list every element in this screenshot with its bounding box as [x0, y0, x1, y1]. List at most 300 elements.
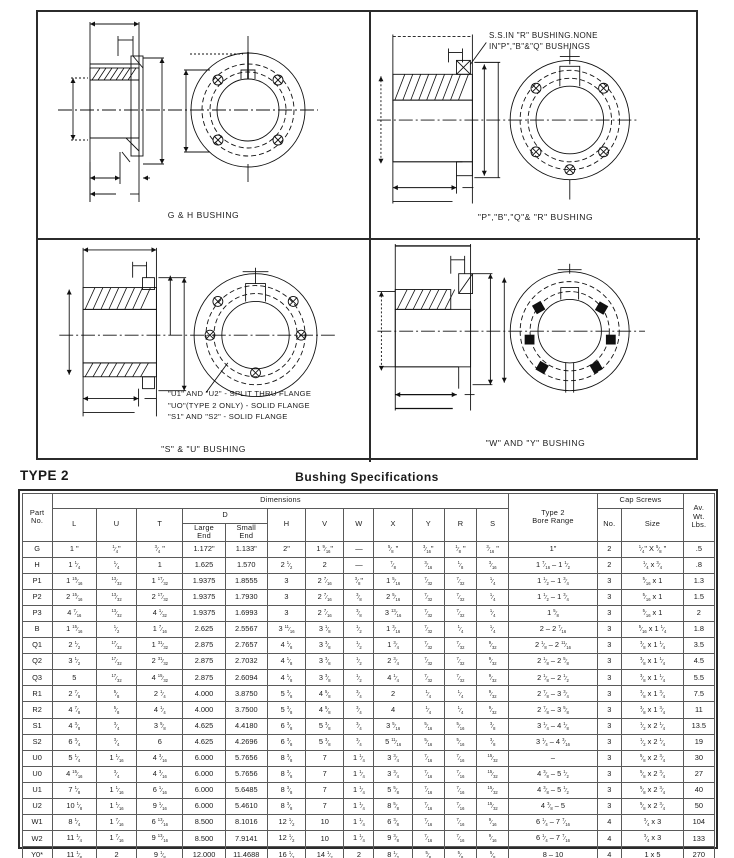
drawing-caption-p-b-q-r: "P","B","Q"& "R" BUSHING — [477, 212, 594, 222]
cell-r: $^5⁄_{16}$ — [444, 718, 476, 734]
cell-bore-range: 2 $^7⁄_8 - 3$ $^3⁄_4$ — [509, 686, 598, 702]
cell-l: 5 $^1⁄_4$ — [52, 750, 96, 766]
cell-y: $^7⁄_{16}$ — [412, 831, 444, 847]
cell-y: $^7⁄_{16}$ — [412, 799, 444, 815]
cell-d-large-end: 1.9375 — [183, 573, 225, 589]
cell-screw-no: 3 — [597, 638, 621, 654]
cell-part-no: S2 — [22, 734, 52, 750]
table-row — [22, 541, 714, 557]
cell-y: $^5⁄_{16}$ — [412, 718, 444, 734]
cell-v: 2 $^7⁄_{16}$ — [306, 589, 344, 605]
cell-x: 4 $^1⁄_4$ — [374, 670, 412, 686]
cell-avg-weight: 30 — [684, 750, 714, 766]
cell-d-large-end: 4.625 — [183, 734, 225, 750]
cell-d-large-end: 1.9375 — [183, 589, 225, 605]
cell-h: 12 $^1⁄_2$ — [267, 831, 305, 847]
cell-screw-no: 4 — [597, 831, 621, 847]
cell-u: 1 $^1⁄_{16}$ — [96, 750, 136, 766]
cell-v: 2 $^7⁄_{16}$ — [306, 573, 344, 589]
cell-part-no: Q1 — [22, 638, 52, 654]
table-row — [22, 815, 714, 831]
cell-d-small-end: 1.6993 — [225, 605, 267, 621]
cell-w: 1 $^1⁄_4$ — [344, 766, 374, 782]
cell-v: 10 — [306, 831, 344, 847]
cell-t: 9 $^1⁄_{16}$ — [137, 799, 183, 815]
cell-part-no: R2 — [22, 702, 52, 718]
cell-h: 3 — [267, 589, 305, 605]
cell-screw-no: 3 — [597, 622, 621, 638]
cell-s: $^1⁄_4$ — [477, 589, 509, 605]
cell-bore-range: 4 $^3⁄_8 - 5$ $^1⁄_2$ — [509, 766, 598, 782]
cell-x: 5 $^{11}⁄_{16}$ — [374, 734, 412, 750]
cell-t: 4 $^1⁄_{32}$ — [137, 605, 183, 621]
cell-w: $^3⁄_8$ — [344, 605, 374, 621]
cell-u: 1 $^1⁄_{16}$ — [96, 799, 136, 815]
cell-part-no: G — [22, 541, 52, 557]
cell-u: $^{13}⁄_{32}$ — [96, 589, 136, 605]
cell-l: 11 $^1⁄_8$ — [52, 847, 96, 858]
cell-v: 7 — [306, 782, 344, 798]
table-row — [22, 799, 714, 815]
cell-bore-range: 1 $^7⁄_{16} - 1$ $^1⁄_2$ — [509, 557, 598, 573]
cell-s: $^9⁄_{16}$ — [477, 831, 509, 847]
cell-screw-no: 3 — [597, 605, 621, 621]
cell-avg-weight: 270 — [684, 847, 714, 858]
cell-d-small-end: 5.6485 — [225, 782, 267, 798]
bore-range-line1: Type 2 — [541, 507, 565, 517]
cell-part-no: Y0* — [22, 847, 52, 858]
cell-screw-no: 3 — [597, 782, 621, 798]
col-d-large-end — [183, 523, 225, 541]
drawing-w-y-bushing — [369, 238, 700, 462]
cell-bore-range: 2 $^1⁄_8 - 2$ $^{11}⁄_{16}$ — [509, 638, 598, 654]
cell-bore-range: 2 $^7⁄_8 - 3$ $^5⁄_8$ — [509, 702, 598, 718]
col-u: U — [96, 508, 136, 541]
part-no-line1: Part — [29, 507, 45, 517]
cell-r: $^7⁄_{32}$ — [444, 670, 476, 686]
cell-h: 8 $^3⁄_8$ — [267, 782, 305, 798]
cell-bore-range: 1 $^1⁄_2 - 1$ $^3⁄_4$ — [509, 573, 598, 589]
cell-t: 6 — [137, 734, 183, 750]
cell-w: — — [344, 557, 374, 573]
cell-u: $^{17}⁄_{32}$ — [96, 638, 136, 654]
cell-v: 5 $^3⁄_8$ — [306, 718, 344, 734]
cell-s: $^5⁄_8$ — [477, 847, 509, 858]
cell-l: 3 $^1⁄_2$ — [52, 654, 96, 670]
cell-r: $^7⁄_{32}$ — [444, 638, 476, 654]
cell-t: 2 $^{17}⁄_{32}$ — [137, 589, 183, 605]
drawings-panel — [36, 10, 698, 460]
cell-y: $^7⁄_{16}$ — [412, 815, 444, 831]
cell-x: 4 — [374, 702, 412, 718]
cell-r: $^7⁄_{16}$ — [444, 815, 476, 831]
cell-v: 1 $^9⁄_{16}$" — [306, 541, 344, 557]
cell-l: 8 $^1⁄_4$ — [52, 815, 96, 831]
cell-bore-range: 8 – 10 — [509, 847, 598, 858]
cell-h: 4 $^1⁄_8$ — [267, 638, 305, 654]
cell-screw-no: 3 — [597, 670, 621, 686]
avg-wt-line1: Av. — [693, 503, 705, 513]
header-row-groups — [22, 493, 714, 508]
cell-l: 5 — [52, 670, 96, 686]
cell-screw-no: 3 — [597, 718, 621, 734]
cell-y: $^7⁄_{16}$ — [412, 766, 444, 782]
cell-l: 11 $^1⁄_4$ — [52, 831, 96, 847]
cell-bore-range: 1 $^5⁄_8$ — [509, 605, 598, 621]
cell-t: 6 $^1⁄_{16}$ — [137, 782, 183, 798]
cell-part-no: U0 — [22, 766, 52, 782]
cell-w: 1 $^1⁄_4$ — [344, 782, 374, 798]
cell-d-small-end: 8.1016 — [225, 815, 267, 831]
cell-r: $^7⁄_{16}$ — [444, 799, 476, 815]
col-x: X — [374, 508, 412, 541]
cell-d-small-end: 2.5567 — [225, 622, 267, 638]
cell-screw-size: $^3⁄_4$ x 3 — [621, 815, 683, 831]
cell-h: 6 $^3⁄_8$ — [267, 734, 305, 750]
cell-u: $^{17}⁄_{32}$ — [96, 654, 136, 670]
cell-screw-size: 1 x 5 — [621, 847, 683, 858]
cell-screw-size: $^3⁄_8$ x 1 $^3⁄_4$ — [621, 702, 683, 718]
drawing-note-flange-types — [168, 388, 368, 423]
cell-t: 1 $^{17}⁄_{32}$ — [137, 573, 183, 589]
cell-y: $^7⁄_{32}$ — [412, 589, 444, 605]
cell-part-no: P2 — [22, 589, 52, 605]
cell-s: $^{15}⁄_{32}$ — [477, 766, 509, 782]
cell-y: $^5⁄_{16}$ — [412, 734, 444, 750]
bushing-specifications-table — [18, 489, 718, 858]
bore-range-line2: Bore Range — [532, 516, 574, 526]
cell-d-large-end: 4.000 — [183, 702, 225, 718]
cell-v: 5 $^3⁄_8$ — [306, 734, 344, 750]
cell-s: $^3⁄_{16}$ — [477, 557, 509, 573]
cell-part-no: S1 — [22, 718, 52, 734]
cell-x: 8 $^1⁄_2$ — [374, 847, 412, 858]
cell-screw-no: 4 — [597, 815, 621, 831]
cell-h: 2" — [267, 541, 305, 557]
cell-s: $^{15}⁄_{32}$ — [477, 782, 509, 798]
page-title: Bushing Specifications — [295, 470, 439, 484]
cell-x: 3 $^3⁄_4$ — [374, 766, 412, 782]
cell-screw-no: 3 — [597, 734, 621, 750]
cell-part-no: B — [22, 622, 52, 638]
cell-v: 10 — [306, 815, 344, 831]
col-t: T — [137, 508, 183, 541]
cell-bore-range: 6 $^1⁄_4 - 7$ $^7⁄_{16}$ — [509, 831, 598, 847]
cell-part-no: U1 — [22, 782, 52, 798]
cell-s: $^9⁄_{32}$ — [477, 686, 509, 702]
cell-h: 6 $^3⁄_8$ — [267, 718, 305, 734]
cell-v: 3 $^3⁄_8$ — [306, 654, 344, 670]
cell-part-no: H — [22, 557, 52, 573]
cell-d-small-end: 5.7656 — [225, 766, 267, 782]
col-screw-size: Size — [621, 508, 683, 541]
cell-x: 2 $^3⁄_4$ — [374, 654, 412, 670]
cell-screw-no: 4 — [597, 847, 621, 858]
cell-t: $^3⁄_4$ " — [137, 541, 183, 557]
cell-bore-range: 2 $^1⁄_8 - 2$ $^5⁄_8$ — [509, 654, 598, 670]
cell-h: 5 $^3⁄_8$ — [267, 702, 305, 718]
cell-avg-weight: 50 — [684, 799, 714, 815]
drawing-caption-g-h: G & H BUSHING — [167, 210, 240, 220]
cell-h: 3 — [267, 573, 305, 589]
cell-l: 2 $^{15}⁄_{16}$ — [52, 589, 96, 605]
cell-h: 16 $^1⁄_2$ — [267, 847, 305, 858]
cell-r: $^1⁄_4$ — [444, 622, 476, 638]
table-row — [22, 557, 714, 573]
cell-avg-weight: 13.5 — [684, 718, 714, 734]
cell-d-large-end: 12.000 — [183, 847, 225, 858]
cell-u: $^1⁄_4$" — [96, 541, 136, 557]
cell-h: 2 $^1⁄_2$ — [267, 557, 305, 573]
cell-w: $^1⁄_2$ — [344, 654, 374, 670]
cell-part-no: W1 — [22, 815, 52, 831]
cell-u: 1 $^7⁄_{16}$ — [96, 831, 136, 847]
cell-screw-size: $^1⁄_2$ x 2 $^1⁄_4$ — [621, 734, 683, 750]
cell-u: $^3⁄_4$ — [96, 766, 136, 782]
cell-bore-range: 1 $^1⁄_2 - 1$ $^3⁄_4$ — [509, 589, 598, 605]
col-avg-weight — [684, 493, 714, 541]
cell-x: $^7⁄_8$ — [374, 557, 412, 573]
cell-t: 6 $^{13}⁄_{16}$ — [137, 815, 183, 831]
d-large-line2: End — [197, 531, 211, 541]
table-row — [22, 589, 714, 605]
col-part-no — [22, 493, 52, 541]
cell-w: $^3⁄_4$ — [344, 686, 374, 702]
cell-r: $^1⁄_8$ — [444, 557, 476, 573]
cell-w: $^3⁄_4$ — [344, 718, 374, 734]
cell-s: $^1⁄_4$ — [477, 605, 509, 621]
cell-y: $^7⁄_{16}$ — [412, 750, 444, 766]
cell-w: 1 $^1⁄_4$ — [344, 831, 374, 847]
cell-r: $^7⁄_{32}$ — [444, 589, 476, 605]
cell-s: $^9⁄_{32}$ — [477, 702, 509, 718]
cell-v: 3 $^1⁄_8$ — [306, 622, 344, 638]
cell-v: 4 $^5⁄_8$ — [306, 686, 344, 702]
cell-d-large-end: 1.172" — [183, 541, 225, 557]
cell-avg-weight: 2 — [684, 605, 714, 621]
col-type2-bore-range — [509, 493, 598, 541]
table-row — [22, 573, 714, 589]
cell-w: $^3⁄_4$ — [344, 734, 374, 750]
cell-x: 3 $^5⁄_{16}$ — [374, 718, 412, 734]
cell-d-small-end: 1.7930 — [225, 589, 267, 605]
cell-d-large-end: 2.875 — [183, 654, 225, 670]
cell-w: $^3⁄_4$ — [344, 702, 374, 718]
group-dimensions: Dimensions — [52, 493, 509, 508]
cell-avg-weight: 40 — [684, 782, 714, 798]
cell-screw-size: $^5⁄_{16}$ x 1 $^1⁄_4$ — [621, 622, 683, 638]
col-r: R — [444, 508, 476, 541]
cell-x: $^5⁄_8$ " — [374, 541, 412, 557]
cell-d-large-end: 1.625 — [183, 557, 225, 573]
table-row — [22, 686, 714, 702]
cell-d-small-end: 2.7657 — [225, 638, 267, 654]
cell-screw-size: $^5⁄_8$ x 2 $^3⁄_4$ — [621, 750, 683, 766]
cell-h: 8 $^3⁄_8$ — [267, 750, 305, 766]
table-row — [22, 702, 714, 718]
cell-u: $^3⁄_4$ — [96, 734, 136, 750]
cell-v: 7 — [306, 799, 344, 815]
cell-x: 9 $^3⁄_8$ — [374, 831, 412, 847]
cell-t: 4 $^3⁄_{16}$ — [137, 766, 183, 782]
cell-r: $^7⁄_{16}$ — [444, 831, 476, 847]
drawing-g-h-bushing — [38, 12, 369, 238]
cell-l: 6 $^3⁄_4$ — [52, 734, 96, 750]
cell-w: 2 — [344, 847, 374, 858]
cell-d-small-end: 3.7500 — [225, 702, 267, 718]
cell-s: $^9⁄_{16}$ — [477, 815, 509, 831]
cell-s: $^3⁄_8$ — [477, 734, 509, 750]
cell-d-large-end: 4.625 — [183, 718, 225, 734]
cell-r: $^1⁄_8$ " — [444, 541, 476, 557]
cell-t: 2 $^1⁄_4$ — [137, 686, 183, 702]
cell-s: $^1⁄_4$ — [477, 622, 509, 638]
table-header — [22, 493, 714, 541]
note-line-2: "UO"(TYPE 2 ONLY) - SOLID FLANGE — [168, 400, 310, 410]
cell-w: $^1⁄_2$ — [344, 622, 374, 638]
cell-d-large-end: 6.000 — [183, 782, 225, 798]
cell-screw-size: $^1⁄_4$" X $^5⁄_8$ " — [621, 541, 683, 557]
note-line-1: S.S.IN "R" BUSHING.NONE — [489, 31, 598, 40]
cell-avg-weight: 11 — [684, 702, 714, 718]
cell-screw-no: 2 — [597, 557, 621, 573]
cell-x: 1 $^5⁄_{16}$ — [374, 573, 412, 589]
cell-w: $^3⁄_8$" — [344, 573, 374, 589]
table-row — [22, 605, 714, 621]
cell-h: 3 — [267, 605, 305, 621]
cell-d-large-end: 2.625 — [183, 622, 225, 638]
cell-bore-range: 6 $^1⁄_4 - 7$ $^7⁄_{16}$ — [509, 815, 598, 831]
cell-screw-size: $^5⁄_8$ x 2 $^3⁄_4$ — [621, 799, 683, 815]
cell-y: $^5⁄_8$ — [412, 847, 444, 858]
cell-d-large-end: 8.500 — [183, 831, 225, 847]
cell-r: $^1⁄_4$ — [444, 686, 476, 702]
table-row — [22, 750, 714, 766]
cell-t: 4 $^3⁄_{16}$ — [137, 750, 183, 766]
cell-d-small-end: 5.4610 — [225, 799, 267, 815]
cell-y: $^7⁄_{32}$ — [412, 654, 444, 670]
group-d: D — [183, 508, 267, 523]
cell-d-large-end: 2.875 — [183, 638, 225, 654]
cell-screw-no: 2 — [597, 541, 621, 557]
cell-screw-size: $^5⁄_{16}$ x 1 — [621, 589, 683, 605]
table-row — [22, 718, 714, 734]
cell-avg-weight: 1.3 — [684, 573, 714, 589]
cell-v: 3 $^3⁄_8$ — [306, 670, 344, 686]
cell-w: 1 $^1⁄_4$ — [344, 799, 374, 815]
cell-screw-size: $^3⁄_8$ x 1 $^1⁄_4$ — [621, 654, 683, 670]
cell-bore-range: – — [509, 750, 598, 766]
table-row — [22, 670, 714, 686]
cell-y: $^3⁄_{16}$" — [412, 541, 444, 557]
cell-u: $^1⁄_4$ — [96, 557, 136, 573]
cell-l: 4 $^{15}⁄_{16}$ — [52, 766, 96, 782]
cell-screw-no: 3 — [597, 589, 621, 605]
cell-s: $^3⁄_{16}$ " — [477, 541, 509, 557]
drawing-caption-s-u: "S" & "U" BUSHING — [161, 444, 246, 454]
cell-r: $^5⁄_8$ — [444, 847, 476, 858]
cell-l: 4 $^7⁄_{16}$ — [52, 605, 96, 621]
table-row — [22, 847, 714, 858]
d-small-line1: Small — [236, 522, 256, 532]
g-h-bushing-diagram — [38, 12, 369, 238]
table-row — [22, 734, 714, 750]
cell-avg-weight: 5.5 — [684, 670, 714, 686]
cell-bore-range: 3 $^1⁄_4 - 4$ $^3⁄_{16}$ — [509, 734, 598, 750]
cell-t: 4 $^{15}⁄_{32}$ — [137, 670, 183, 686]
cell-w: $^1⁄_2$ — [344, 638, 374, 654]
cell-l: 1 $^{15}⁄_{16}$ — [52, 622, 96, 638]
cell-screw-size: $^5⁄_{16}$ x 1 — [621, 605, 683, 621]
cell-u: $^5⁄_8$ — [96, 686, 136, 702]
cell-x: 2 — [374, 686, 412, 702]
w-y-bushing-diagram — [371, 240, 700, 462]
cell-part-no: R1 — [22, 686, 52, 702]
cell-bore-range: 4 $^3⁄_8 - 5$ — [509, 799, 598, 815]
cell-w: $^3⁄_8$ — [344, 589, 374, 605]
group-cap-screws: Cap Screws — [597, 493, 683, 508]
cell-screw-size: $^1⁄_4$ x $^3⁄_4$ — [621, 557, 683, 573]
cell-l: 1 " — [52, 541, 96, 557]
cell-u: 2 — [96, 847, 136, 858]
cell-d-small-end: 1.133" — [225, 541, 267, 557]
col-y: Y — [412, 508, 444, 541]
cell-y: $^1⁄_4$ — [412, 702, 444, 718]
cell-avg-weight: 4.5 — [684, 654, 714, 670]
cell-u: $^5⁄_8$ — [96, 702, 136, 718]
cell-d-small-end: 3.8750 — [225, 686, 267, 702]
cell-h: 4 $^1⁄_8$ — [267, 654, 305, 670]
cell-h: 8 $^3⁄_8$ — [267, 766, 305, 782]
cell-u: 1 $^7⁄_{16}$ — [96, 815, 136, 831]
cell-w: 1 $^1⁄_4$ — [344, 750, 374, 766]
note-line-3: "S1" AND "S2" - SOLID FLANGE — [168, 412, 288, 421]
cell-part-no: P1 — [22, 573, 52, 589]
cell-screw-size: $^5⁄_8$ x 2 $^3⁄_4$ — [621, 766, 683, 782]
cell-l: 4 $^3⁄_8$ — [52, 718, 96, 734]
cell-r: $^7⁄_{32}$ — [444, 605, 476, 621]
cell-u: $^3⁄_4$ — [96, 718, 136, 734]
cell-h: 5 $^3⁄_8$ — [267, 686, 305, 702]
cell-d-small-end: 2.7032 — [225, 654, 267, 670]
cell-w: $^1⁄_2$ — [344, 670, 374, 686]
cell-r: $^7⁄_{16}$ — [444, 750, 476, 766]
cell-x: 1 $^3⁄_{16}$ — [374, 622, 412, 638]
cell-y: $^7⁄_{32}$ — [412, 638, 444, 654]
cell-t: 4 $^1⁄_4$ — [137, 702, 183, 718]
cell-y: $^7⁄_{32}$ — [412, 573, 444, 589]
col-v: V — [306, 508, 344, 541]
cell-u: $^{17}⁄_{32}$ — [96, 670, 136, 686]
cell-d-large-end: 6.000 — [183, 766, 225, 782]
cell-v: 7 — [306, 766, 344, 782]
cell-x: 3 $^{13}⁄_{16}$ — [374, 605, 412, 621]
col-screw-no: No. — [597, 508, 621, 541]
cell-screw-no: 3 — [597, 702, 621, 718]
drawing-p-b-q-r-bushing — [369, 12, 700, 238]
cell-avg-weight: 133 — [684, 831, 714, 847]
cell-screw-size: $^1⁄_2$ x 2 $^1⁄_4$ — [621, 718, 683, 734]
table-row — [22, 831, 714, 847]
cell-screw-no: 3 — [597, 750, 621, 766]
table-body — [22, 541, 714, 858]
cell-screw-no: 3 — [597, 799, 621, 815]
cell-u: $^{13}⁄_{32}$ — [96, 605, 136, 621]
table-row — [22, 638, 714, 654]
cell-bore-range: 3 $^1⁄_4 - 4$ $^1⁄_8$ — [509, 718, 598, 734]
cell-avg-weight: 19 — [684, 734, 714, 750]
cell-d-small-end: 2.6094 — [225, 670, 267, 686]
